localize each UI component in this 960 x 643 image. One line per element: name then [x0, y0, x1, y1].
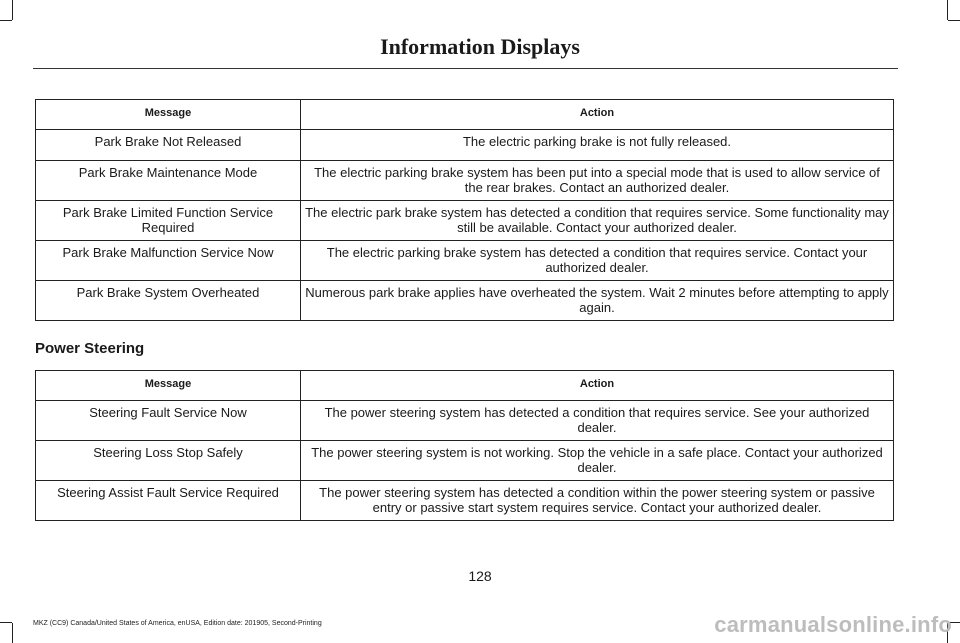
- table-row: [36, 281, 894, 321]
- crop-mark: [0, 622, 12, 623]
- action-cell: The power steering system is not working. Stop the vehicle in a safe place. Contact your authorized dealer.: [301, 441, 894, 481]
- message-cell: Park Brake Limited Function Service Required: [36, 201, 301, 241]
- crop-mark: [947, 0, 948, 20]
- message-cell: Park Brake Not Released: [36, 130, 301, 161]
- crop-mark: [12, 623, 13, 643]
- crop-mark: [0, 20, 12, 21]
- message-cell: Steering Loss Stop Safely: [36, 441, 301, 481]
- message-cell: Steering Assist Fault Service Required: [36, 481, 301, 521]
- table-row: [36, 401, 894, 441]
- page-title: Information Displays: [380, 34, 580, 59]
- table-row: [36, 481, 894, 521]
- message-cell: Park Brake Maintenance Mode: [36, 161, 301, 201]
- column-header-message: Message: [36, 371, 301, 401]
- power-steering-table: [35, 370, 894, 521]
- watermark: carmanualsonline.info: [714, 612, 952, 637]
- table-row: [36, 130, 894, 161]
- page-number: 128: [468, 568, 492, 584]
- action-cell: The electric parking brake is not fully released.: [301, 130, 894, 161]
- message-cell: Park Brake Malfunction Service Now: [36, 241, 301, 281]
- action-cell: The power steering system has detected a condition within the power steering system or passive entry or passive start system requires service. Contact your authorized dealer.: [301, 481, 894, 521]
- message-cell: Park Brake System Overheated: [36, 281, 301, 321]
- action-cell: The electric park brake system has detected a condition that requires service. Some functionality may still be available. Contact your authorized dealer.: [301, 201, 894, 241]
- title-divider: [33, 68, 898, 69]
- column-header-message: Message: [36, 100, 301, 130]
- crop-mark: [12, 0, 13, 20]
- table-row: [36, 441, 894, 481]
- crop-mark: [948, 20, 960, 21]
- message-cell: Steering Fault Service Now: [36, 401, 301, 441]
- action-cell: The electric parking brake system has detected a condition that requires service. Contact your authorized dealer.: [301, 241, 894, 281]
- table-row: [36, 201, 894, 241]
- table-row: [36, 161, 894, 201]
- edition-footer: MKZ (CC9) Canada/United States of America, enUSA, Edition date: 201905, Second-Printing: [33, 620, 322, 627]
- column-header-action: Action: [301, 100, 894, 130]
- section-heading-power-steering: Power Steering: [35, 340, 145, 357]
- table-row: [36, 241, 894, 281]
- column-header-action: Action: [301, 371, 894, 401]
- table-header-row: [36, 371, 894, 401]
- park-brake-table: [35, 99, 894, 321]
- table-header-row: [36, 100, 894, 130]
- action-cell: The electric parking brake system has been put into a special mode that is used to allow service of the rear brakes. Contact an authorized dealer.: [301, 161, 894, 201]
- action-cell: Numerous park brake applies have overheated the system. Wait 2 minutes before attempting to apply again.: [301, 281, 894, 321]
- action-cell: The power steering system has detected a condition that requires service. See your authorized dealer.: [301, 401, 894, 441]
